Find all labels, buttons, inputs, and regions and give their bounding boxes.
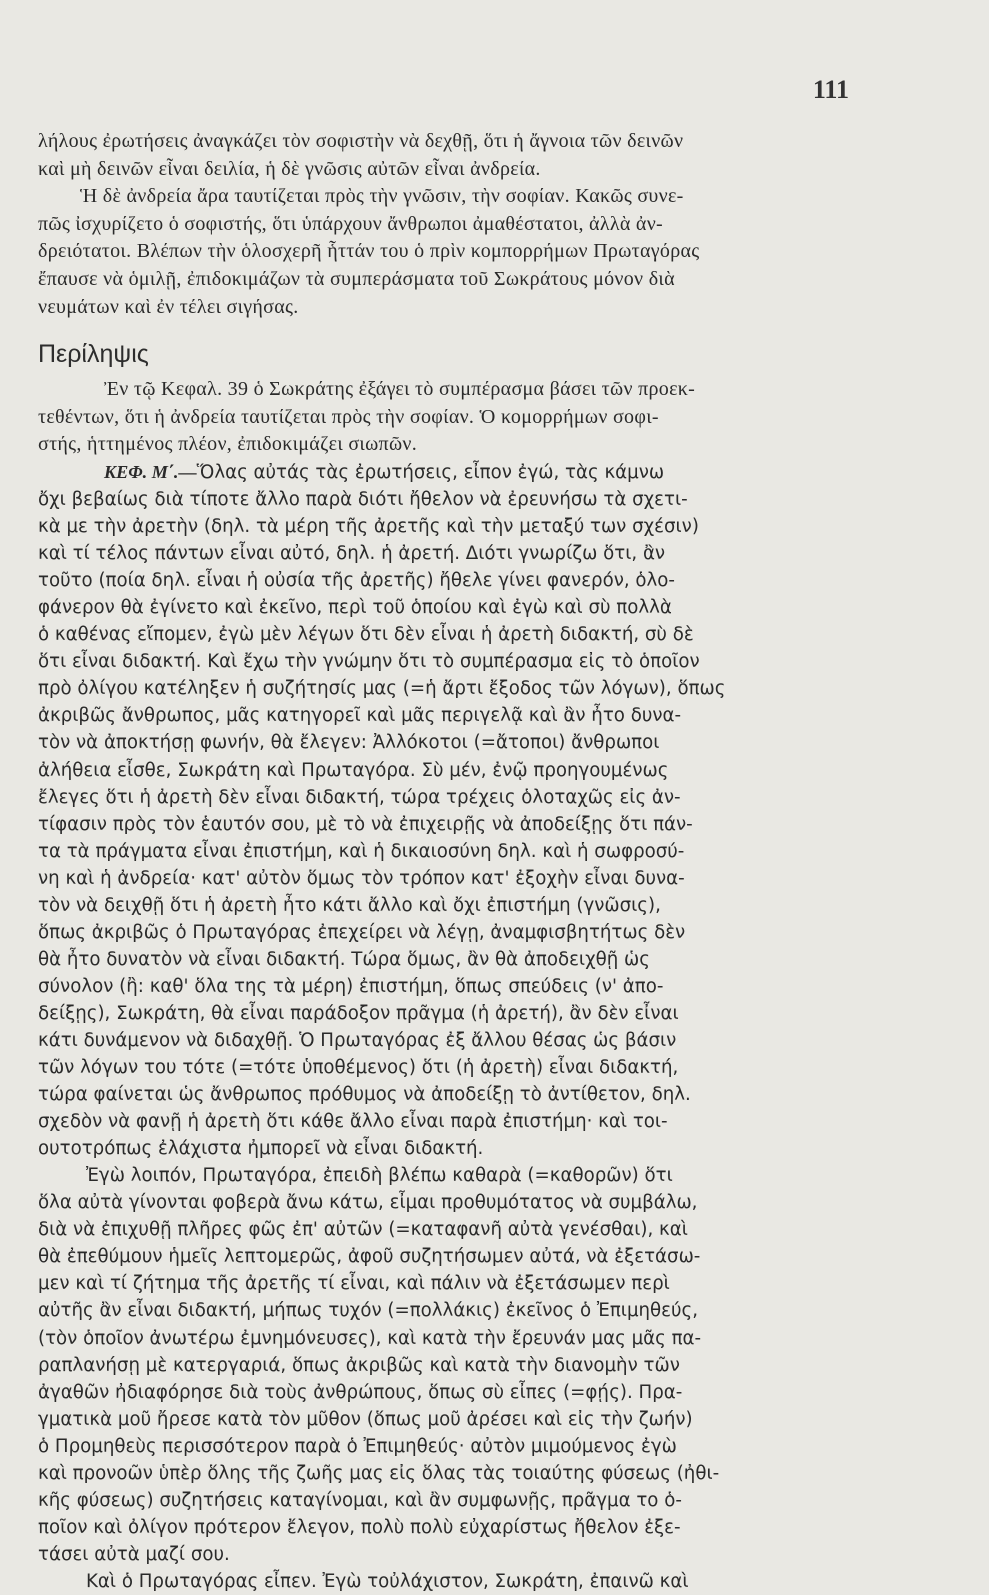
text-line: μεν καὶ τί ζήτημα τῆς ἀρετῆς τί εἶναι, καὶ πάλιν νὰ ἐξετάσωμεν περὶ [38, 1273, 670, 1295]
text-line: θὰ ἐπεθύμουν ἡμεῖς λεπτομερῶς, ἀφοῦ συζητήσωμεν αὐτά, νὰ ἐξετάσω- [38, 1246, 701, 1268]
paragraph-ending [38, 128, 856, 321]
text-line: θὰ ἦτο δυνατὸν νὰ εἶναι διδακτή. Τώρα ὅμως, ἂν θὰ ἀποδειχθῇ ὡς [38, 948, 650, 970]
text-line: γματικὰ μοῦ ἤρεσε κατὰ τὸν μῦθον (ὅπως μοῦ ἀρέσει καὶ εἰς τὴν ζωήν) [38, 1408, 693, 1430]
text-line: ἀκριβῶς ἄνθρωπος, μᾶς κατηγορεῖ καὶ μᾶς περιγελᾷ καὶ ἂν ἦτο δυνα- [38, 705, 682, 727]
text-line: ουτοτρόπως ἐλάχιστα ἠμπορεῖ νὰ εἶναι διδακτή. [38, 1138, 484, 1160]
text-line: στής, ἡττημένος πλέον, ἐπιδοκιμάζει σιωπῶν. [38, 433, 418, 456]
text-line: ἔπαυσε νὰ ὁμιλῇ, ἐπιδοκιμάζων τὰ συμπεράσματα τοῦ Σωκράτους μόνον διὰ [38, 267, 675, 290]
text-line: καὶ τί τέλος πάντων εἶναι αὐτό, δηλ. ἡ ἀρετή. Διότι γνωρίζω ὅτι, ἂν [38, 543, 666, 565]
text-line: ραπλανήσῃ μὲ κατεργαριά, ὅπως ἀκριβῶς καὶ κατὰ τὴν διανομὴν τῶν [38, 1354, 680, 1376]
text-line: τώρα φαίνεται ὡς ἄνθρωπος πρόθυμος νὰ ἀποδείξῃ τὸ ἀντίθετον, δηλ. [38, 1084, 691, 1106]
text-line: φάνερον θὰ ἐγίνετο καὶ ἐκεῖνο, περὶ τοῦ ὁποίου καὶ ἐγὼ καὶ σὺ πολλὰ [38, 597, 672, 619]
text-line: πρὸ ὀλίγου κατέληξεν ἡ συζήτησίς μας (=ἡ ἄρτι ἔξοδος τῶν λόγων), ὅπως [38, 678, 726, 700]
text-line: Ἡ δὲ ἀνδρεία ἄρα ταυτίζεται πρὸς τὴν γνῶσιν, τὴν σοφίαν. Κακῶς συνε- [80, 185, 684, 208]
chapter-text [38, 459, 856, 1595]
text-line: ὁ καθένας εἴπομεν, ἐγὼ μὲν λέγων ὅτι δὲν εἶναι ἡ ἀρετὴ διδακτή, σὺ δὲ [38, 624, 694, 646]
text-line: τα τὰ πράγματα εἶναι ἐπιστήμη, καὶ ἡ δικαιοσύνη δηλ. καὶ ἡ σωφροσύ- [38, 840, 685, 862]
text-line: δείξῃς), Σωκράτη, θὰ εἶναι παράδοξον πρᾶγμα (ἡ ἀρετή), ἂν δὲν εἶναι [38, 1002, 679, 1024]
text-line: κῆς φύσεως) συζητήσεις καταγίνομαι, καὶ ἂν συμφωνῇς, πρᾶγμα το ὁ- [38, 1489, 682, 1511]
text-line: ποῖον καὶ ὀλίγον πρότερον ἔλεγον, πολὺ πολὺ εὐχαρίστως ἤθελον ἐξε- [38, 1516, 681, 1538]
text-line: καὶ προνοῶν ὑπὲρ ὅλης τῆς ζωῆς μας εἰς ὅλας τὰς τοιαύτης φύσεως (ἠθι- [38, 1462, 720, 1484]
text-line: ὅλα αὐτὰ γίνονται φοβερὰ ἄνω κάτω, εἶμαι προθυμότατος νὰ συμβάλω, [38, 1192, 698, 1214]
text-line: τῶν λόγων του τότε (=τότε ὑποθέμενος) ὅτι (ἡ ἀρετὴ) εἶναι διδακτή, [38, 1057, 679, 1079]
text-line: αὐτῆς ἂν εἶναι διδακτή, μήπως τυχόν (=πολλάκις) ἐκεῖνος ὁ Ἐπιμηθεύς, [38, 1300, 698, 1322]
text-line: καὶ μὴ δεινῶν εἶναι δειλία, ἡ δὲ γνῶσις αὐτῶν εἶναι ἀνδρεία. [38, 157, 541, 180]
text-line: ὄχι βεβαίως διὰ τίποτε ἄλλο παρὰ διότι ἤθελον νὰ ἐρευνήσω τὰ σχετι- [38, 489, 688, 511]
text-line: σχεδὸν νὰ φανῇ ἡ ἀρετὴ ὅτι κάθε ἄλλο εἶναι παρὰ ἐπιστήμη· καὶ τοι- [38, 1111, 668, 1133]
text-line: διὰ νὰ ἐπιχυθῇ πλῆρες φῶς ἐπ' αὐτῶν (=καταφανῆ αὐτὰ γενέσθαι), καὶ [38, 1219, 688, 1241]
text-line: ὅπως ἀκριβῶς ὁ Πρωταγόρας ἐπεχείρει νὰ λέγῃ, ἀναμφισβητήτως δὲν [38, 921, 686, 943]
text-line: νευμάτων καὶ ἐν τέλει σιγήσας. [38, 295, 299, 318]
text-line: κάτι δυνάμενον νὰ διδαχθῇ. Ὁ Πρωταγόρας ἐξ ἄλλου θέσας ὡς βάσιν [38, 1029, 677, 1051]
text-line: τεθέντων, ὅτι ἡ ἀνδρεία ταυτίζεται πρὸς τὴν σοφίαν. Ὁ κομορρήμων σοφι- [38, 405, 659, 428]
text-line: Καὶ ὁ Πρωταγόρας εἶπεν. Ἐγὼ τοὐλάχιστον, Σωκράτη, ἐπαινῶ καὶ [86, 1570, 689, 1592]
text-line: νη καὶ ἡ ἀνδρεία· κατ' αὐτὸν ὅμως τὸν τρόπον κατ' ἐξοχὴν εἶναι δυνα- [38, 867, 685, 889]
text-line: Ἐν τῷ Κεφαλ. 39 ὁ Σωκράτης ἐξάγει τὸ συμπέρασμα βάσει τῶν προεκ- [104, 378, 696, 400]
page-number: 111 [812, 75, 849, 104]
text-line: Ὅλας αὐτάς τὰς ἐρωτήσεις, εἶπον ἐγώ, τὰς κάμνω [196, 462, 665, 483]
text-line: τὸν νὰ ἀποκτήσῃ φωνήν, θὰ ἔλεγεν: Ἀλλόκοτοι (=ἄτοποι) ἄνθρωποι [38, 732, 660, 754]
chapter-label: ΚΕΦ. Μ΄.— [104, 462, 197, 482]
text-line: ὁ Προμηθεὺς περισσότερον παρὰ ὁ Ἐπιμηθεύς· αὐτὸν μιμούμενος ἐγὼ [38, 1435, 677, 1457]
section-heading: Περίληψις [38, 340, 149, 368]
text-line: ἔλεγες ὅτι ἡ ἀρετὴ δὲν εἶναι διδακτή, τώρα τρέχεις ὁλοταχῶς εἰς ἀν- [38, 786, 681, 808]
text-line: ἀλήθεια εἶσθε, Σωκράτη καὶ Πρωταγόρα. Σὺ μέν, ἐνῷ προηγουμένως [38, 759, 669, 781]
text-line: σύνολον (ἢ: καθ' ὅλα της τὰ μέρη) ἐπιστήμη, ὅπως σπεύδεις (ν' ἀπο- [38, 975, 664, 997]
chapter-first-line [38, 459, 856, 486]
text-line: Ἐγὼ λοιπόν, Πρωταγόρα, ἐπειδὴ βλέπω καθαρὰ (=καθορῶν) ὅτι [86, 1165, 673, 1187]
text-line: λήλους ἐρωτήσεις ἀναγκάζει τὸν σοφιστὴν νὰ δεχθῇ, ὅτι ἡ ἄγνοια τῶν δεινῶν [38, 130, 684, 152]
text-line: δρειότατοι. Βλέπων τὴν ὁλοσχερῆ ἧττάν του ὁ πρὶν κομπορρήμων Πρωταγόρας [38, 240, 700, 263]
text-line: τίφασιν πρὸς τὸν ἑαυτόν σου, μὲ τὸ νὰ ἐπιχειρῇς νὰ ἀποδείξῃς ὅτι πάν- [38, 813, 693, 835]
summary-paragraph [38, 376, 856, 459]
text-line: ἀγαθῶν ἠδιαφόρησε διὰ τοὺς ἀνθρώπους, ὅπως σὺ εἶπες (=φῄς). Πρα- [38, 1381, 683, 1403]
text-line: ὅτι εἶναι διδακτή. Καὶ ἔχω τὴν γνώμην ὅτι τὸ συμπέρασμα εἰς τὸ ὁποῖον [38, 651, 700, 673]
text-line: τὸν νὰ δειχθῇ ὅτι ἡ ἀρετὴ ἦτο κάτι ἄλλο καὶ ὄχι ἐπιστήμη (γνῶσις), [38, 894, 661, 916]
text-line: (τὸν ὁποῖον ἀνωτέρω ἐμνημόνευσες), καὶ κατὰ τὴν ἔρευνάν μας μᾶς πα- [38, 1327, 702, 1349]
text-line: πῶς ἰσχυρίζετο ὁ σοφιστής, ὅτι ὑπάρχουν ἄνθρωποι ἀμαθέστατοι, ἀλλὰ ἀν- [38, 212, 663, 235]
text-line: τάσει αὐτὰ μαζί σου. [38, 1543, 230, 1565]
text-line: κὰ με τὴν ἀρετὴν (δηλ. τὰ μέρη τῆς ἀρετῆς καὶ τὴν μεταξύ των σχέσιν) [38, 516, 699, 538]
text-line: τοῦτο (ποία δηλ. εἶναι ἡ οὐσία τῆς ἀρετῆς) ἤθελε γίνει φανερόν, ὁλο- [38, 570, 675, 592]
